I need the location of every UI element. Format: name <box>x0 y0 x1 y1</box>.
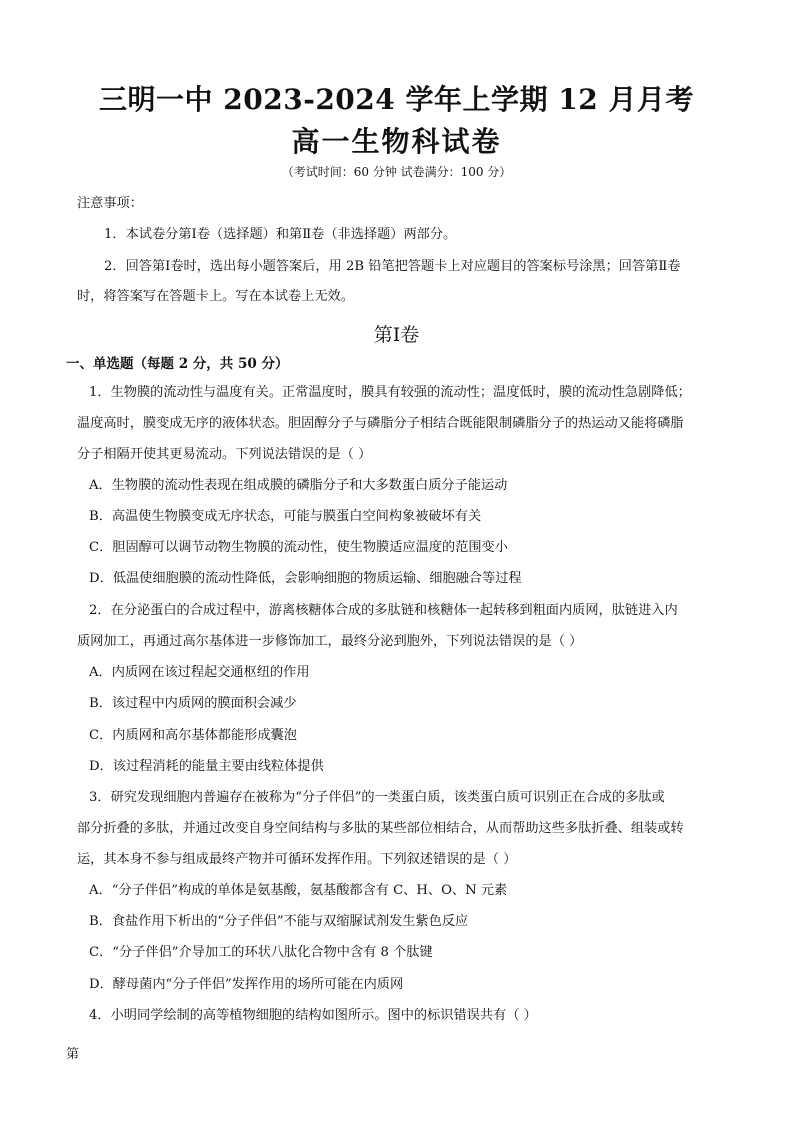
question-1-option-d: D．低温使细胞膜的流动性降低，会影响细胞的物质运输、细胞融合等过程 <box>89 571 522 586</box>
question-1-option-a: A．生物膜的流动性表现在组成膜的磷脂分子和大多数蛋白质分子能运动 <box>89 478 508 493</box>
question-1-line-2: 温度高时，膜变成无序的液体状态。胆固醇分子与磷脂分子相结合既能限制磷脂分子的热运动又能将磷脂 <box>77 416 684 431</box>
question-3-line-1: 3．研究发现细胞内普遍存在被称为“分子伴侣”的一类蛋白质，该类蛋白质可识别正在合成的多肽或 <box>89 790 665 805</box>
exam-subtitle: 高一生物科试卷 <box>291 125 502 158</box>
question-3-line-2: 部分折叠的多肽，并通过改变自身空间结构与多肽的某些部位相结合，从而帮助这些多肽折叠、组装或转 <box>77 821 684 836</box>
notes-heading: 注意事项： <box>77 196 143 211</box>
question-4-line-1: 4．小明同学绘制的高等植物细胞的结构如图所示。图中的标识错误共有（ ） <box>89 1008 537 1023</box>
question-3-option-c: C．“分子伴侣”介导加工的环状八肽化合物中含有 8 个肽键 <box>89 945 433 960</box>
note-item-2-line-2: 时，将答案写在答题卡上。写在本试卷上无效。 <box>77 289 354 304</box>
question-1-line-3: 分子相隔开使其更易流动。下列说法错误的是（ ） <box>77 447 372 462</box>
note-item-2-line-1: 2．回答第Ⅰ卷时，选出每小题答案后，用 2B 铅笔把答题卡上对应题目的答案标号涂黑；回答第Ⅱ卷 <box>104 259 681 274</box>
question-2-line-2: 质网加工，再通过高尔基体进一步修饰加工，最终分泌到胞外，下列说法错误的是（ ） <box>77 634 583 649</box>
question-2-line-1: 2．在分泌蛋白的合成过程中，游离核糖体合成的多肽链和核糖体一起转移到粗面内质网，肽链进入内 <box>89 603 678 618</box>
question-1-line-1: 1．生物膜的流动性与温度有关。正常温度时，膜具有较强的流动性；温度低时，膜的流动性急剧降低； <box>89 385 691 400</box>
question-1-option-b: B．高温使生物膜变成无序状态，可能与膜蛋白空间构象被破坏有关 <box>89 509 482 524</box>
page-marker: 第 <box>66 1047 80 1062</box>
question-2-option-c: C．内质网和高尔基体都能形成囊泡 <box>89 728 297 743</box>
question-2-option-b: B．该过程中内质网的膜面积会减少 <box>89 696 297 711</box>
question-3-option-d: D．酵母菌内“分子伴侣”发挥作用的场所可能在内质网 <box>89 977 404 992</box>
section-title: 第Ⅰ卷 <box>373 324 420 346</box>
exam-time-and-score: （考试时间：60 分钟 试卷满分：100 分） <box>281 165 512 179</box>
question-2-option-a: A．内质网在该过程起交通枢纽的作用 <box>89 665 310 680</box>
question-3-line-3: 运，其本身不参与组成最终产物并可循环发挥作用。下列叙述错误的是（ ） <box>77 852 517 867</box>
question-1-option-c: C．胆固醇可以调节动物生物膜的流动性，使生物膜适应温度的范围变小 <box>89 540 508 555</box>
exam-title: 三明一中 2023-2024 学年上学期 12 月月考 <box>99 83 694 116</box>
question-3-option-b: B．食盐作用下析出的“分子伴侣”不能与双缩脲试剂发生紫色反应 <box>89 914 469 929</box>
part-heading: 一、单选题（每题 2 分，共 50 分） <box>66 356 289 372</box>
note-item-1: 1．本试卷分第Ⅰ卷（选择题）和第Ⅱ卷（非选择题）两部分。 <box>104 227 457 242</box>
question-3-option-a: A．“分子伴侣”构成的单体是氨基酸，氨基酸都含有 C、H、O、N 元素 <box>89 883 508 898</box>
question-2-option-d: D．该过程消耗的能量主要由线粒体提供 <box>89 759 324 774</box>
